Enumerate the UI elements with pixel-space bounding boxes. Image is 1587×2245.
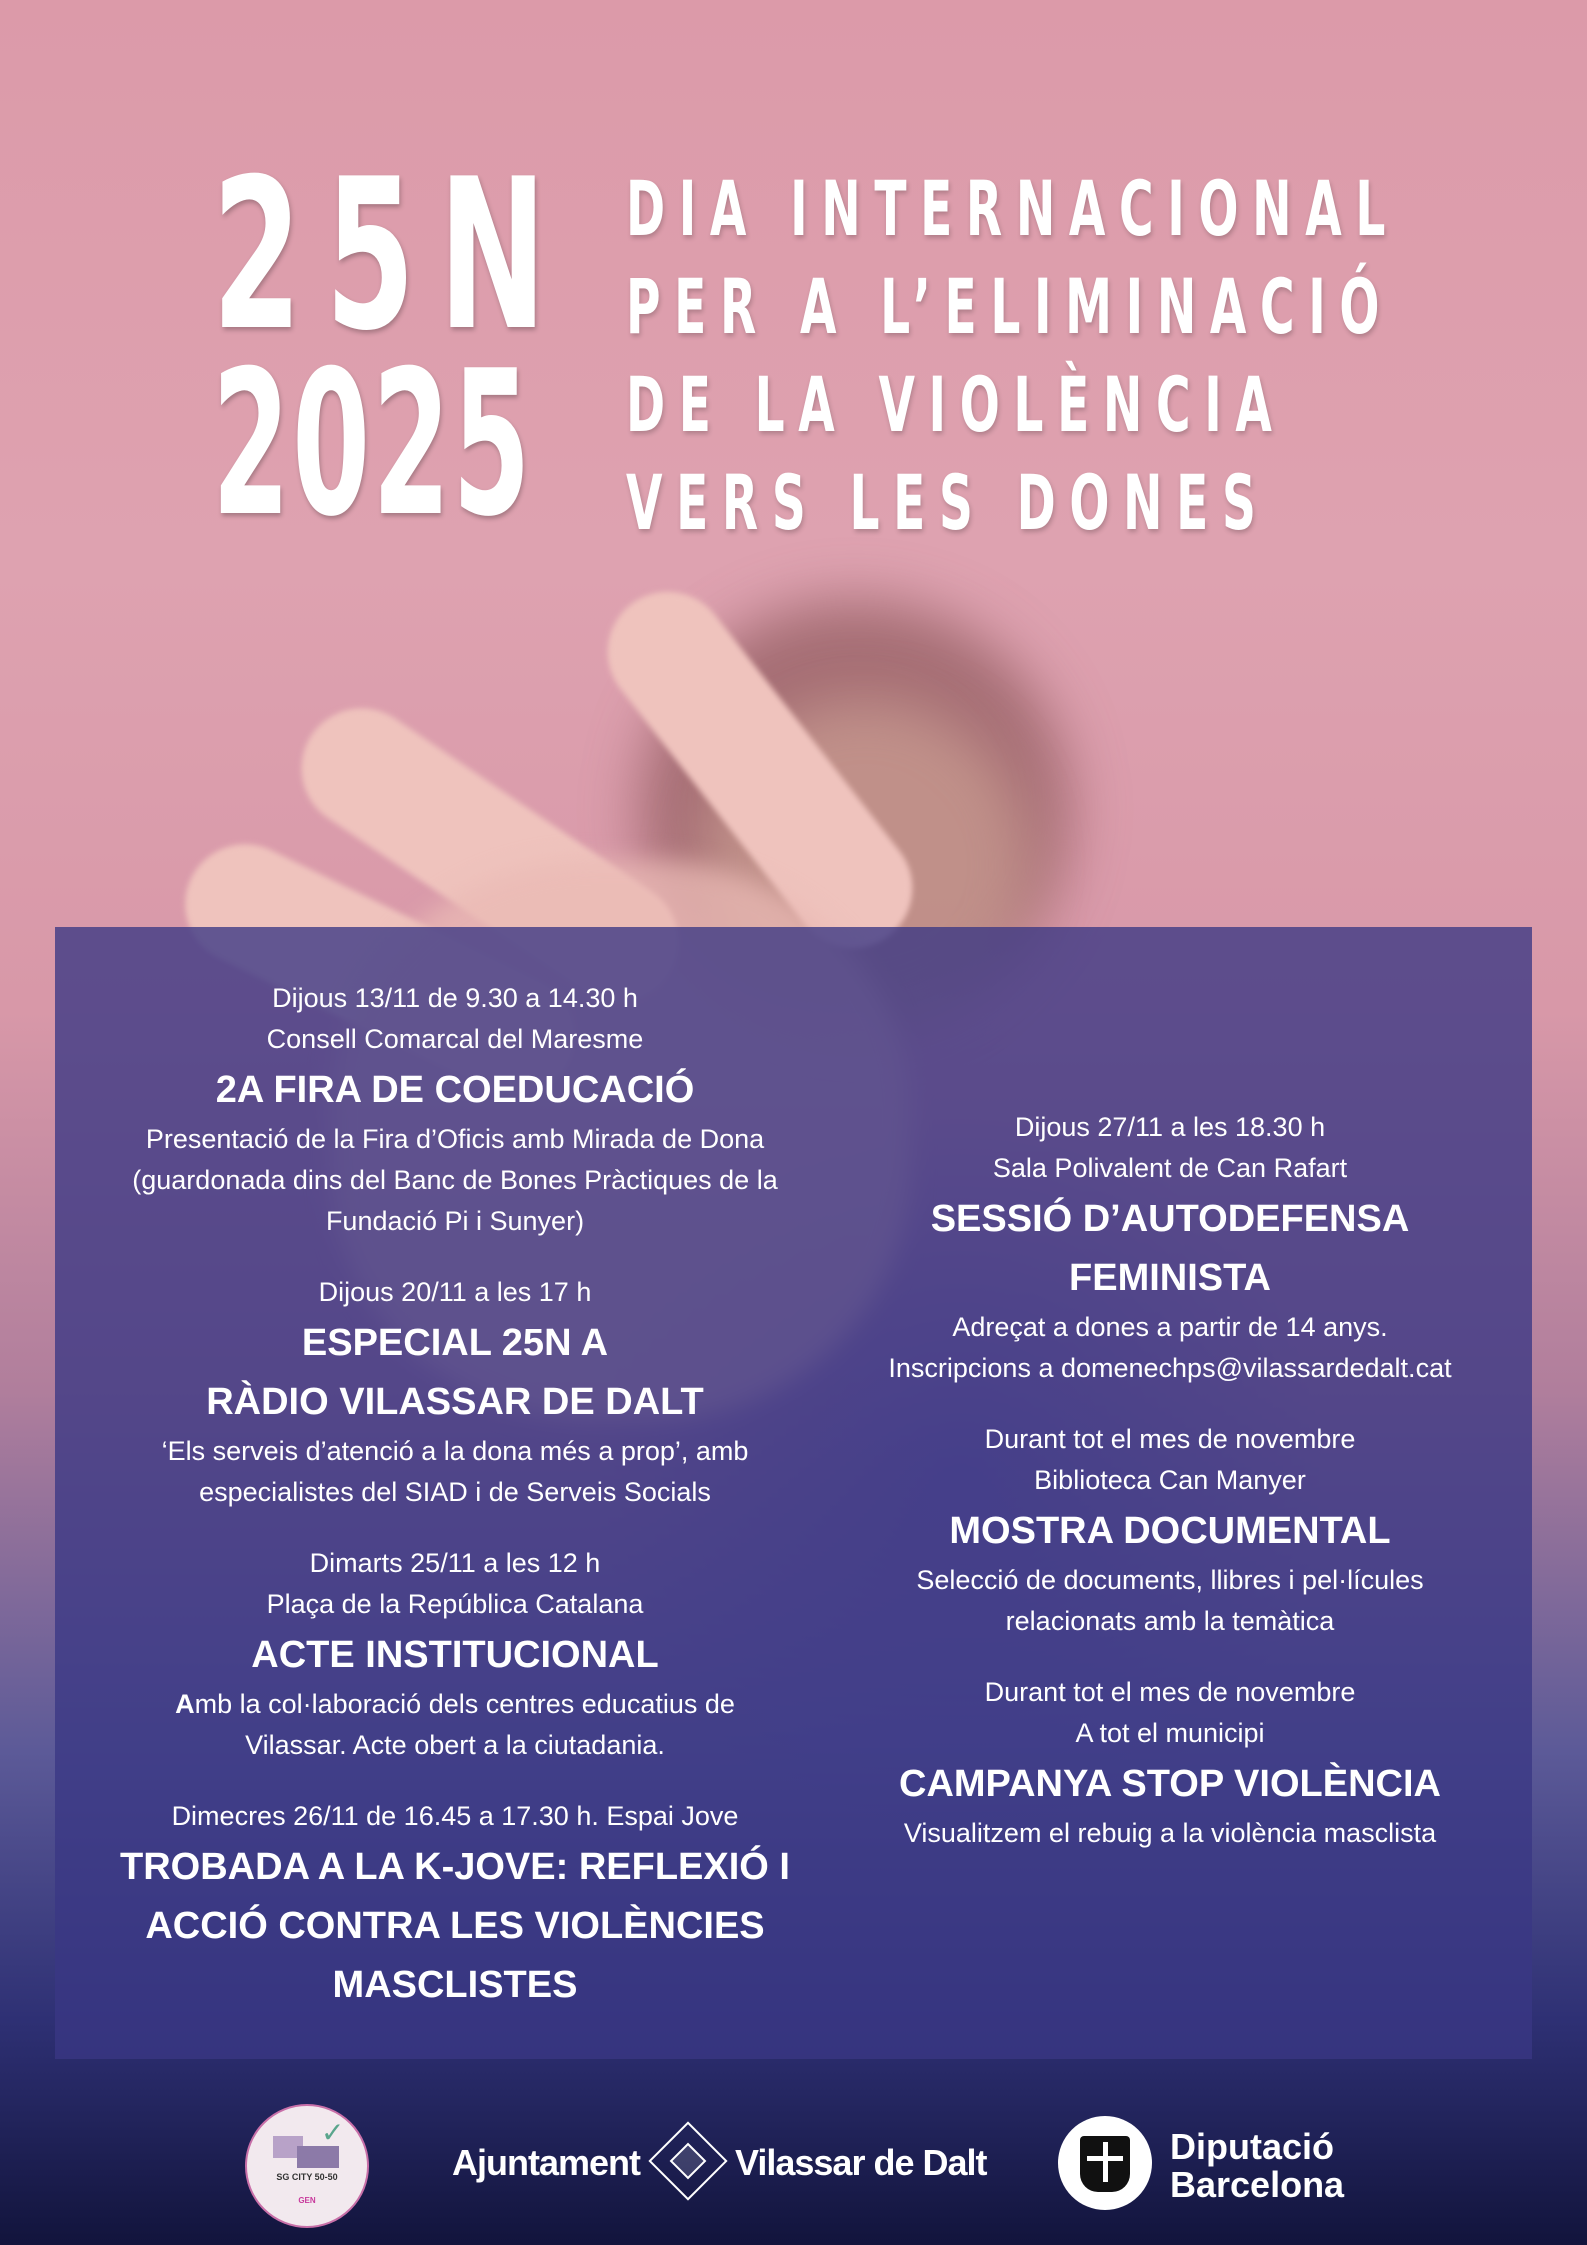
event-description-text: mb la col·laboració dels centres educatius de (194, 1689, 735, 1719)
diputacio-shield-icon (1058, 2116, 1152, 2210)
seal-shape (297, 2146, 339, 2168)
event-title: CAMPANYA STOP VIOLÈNCIA (899, 1763, 1441, 1805)
event-date: Durant tot el mes de novembre (984, 1677, 1356, 1707)
footer-logos (0, 2060, 1587, 2245)
event-place: Consell Comarcal del Maresme (266, 1024, 644, 1054)
event-title: SESSIÓ D’AUTODEFENSA (930, 1198, 1410, 1240)
event-description: (guardonada dins del Banc de Bones Pràctiques de la (132, 1165, 778, 1195)
barcelona-label: Barcelona (1170, 2164, 1345, 2205)
tagline-line: VERS LES DONES (626, 458, 1270, 547)
diputacio-label: Diputació (1170, 2126, 1335, 2167)
event-title: FEMINISTA (1069, 1257, 1271, 1299)
event-date: Dijous 27/11 a les 18.30 h (1014, 1112, 1326, 1142)
tagline-line: DE LA VIOLÈNCIA (626, 360, 1286, 449)
event-title: ACTE INSTITUCIONAL (251, 1634, 659, 1676)
event-place: Biblioteca Can Manyer (1034, 1465, 1306, 1495)
event-description (60, 1684, 850, 1725)
event-date: Dijous 20/11 a les 17 h (318, 1277, 592, 1307)
event-place: A tot el municipi (1075, 1718, 1265, 1748)
event-place: Sala Polivalent de Can Rafart (992, 1153, 1348, 1183)
event-description: Presentació de la Fira d’Oficis amb Mirada de Dona (145, 1124, 765, 1154)
vilassar-shield-icon (648, 2121, 727, 2200)
diputacio-barcelona-label (1170, 2128, 1344, 2204)
event-title: RÀDIO VILASSAR DE DALT (206, 1381, 704, 1423)
event-description: Visualitzem el rebuig a la violència masclista (903, 1818, 1437, 1848)
event-especial-radio (60, 1272, 850, 1513)
event-mostra-documental (850, 1419, 1490, 1642)
program-column-right (850, 1107, 1490, 1884)
event-title: MOSTRA DOCUMENTAL (949, 1510, 1391, 1552)
vilassar-de-dalt-label: Vilassar de Dalt (735, 2142, 987, 2183)
event-description: Inscripcions a domenechps@vilassardedalt.cat (888, 1353, 1452, 1383)
event-description: ‘Els serveis d’atenció a la dona més a prop’, amb (161, 1436, 749, 1466)
seal-text: SG CITY 50-50 (276, 2172, 338, 2182)
event-description: Fundació Pi i Sunyer) (325, 1206, 585, 1236)
event-description: relacionats amb la temàtica (1005, 1606, 1335, 1636)
sg-city-seal-logo (245, 2104, 369, 2228)
event-date: Dimarts 25/11 a les 12 h (309, 1548, 601, 1578)
event-title: ESPECIAL 25N A (301, 1322, 609, 1364)
event-title: MASCLISTES (332, 1964, 578, 2006)
event-place: Plaça de la República Catalana (266, 1589, 644, 1619)
event-campanya-stop (850, 1672, 1490, 1854)
headline-tagline (626, 160, 1587, 552)
program-column-left (60, 978, 850, 2044)
headline-year: 2025 (212, 328, 533, 561)
event-acte-institucional (60, 1543, 850, 1766)
event-date: Dimecres 26/11 de 16.45 a 17.30 h. Espai Jove (171, 1801, 739, 1831)
event-description: Adreçat a dones a partir de 14 anys. (952, 1312, 1388, 1342)
event-fira-coeducacio (60, 978, 850, 1242)
tagline-line: DIA INTERNACIONAL (626, 164, 1399, 253)
event-description: Vilassar. Acte obert a la ciutadania. (245, 1730, 665, 1760)
event-date: Durant tot el mes de novembre (984, 1424, 1356, 1454)
event-date: Dijous 13/11 de 9.30 a 14.30 h (272, 983, 638, 1013)
ajuntament-label: Ajuntament (452, 2142, 640, 2183)
check-icon: ✓ (321, 2117, 345, 2148)
event-title: TROBADA A LA K-JOVE: REFLEXIÓ I (120, 1846, 790, 1888)
event-trobada-kjove (60, 1796, 850, 2014)
event-title: ACCIÓ CONTRA LES VIOLÈNCIES (145, 1905, 765, 1947)
seal-small-text: GEN (298, 2196, 316, 2205)
event-title: 2A FIRA DE COEDUCACIÓ (215, 1069, 695, 1111)
event-description: especialistes del SIAD i de Serveis Socials (199, 1477, 711, 1507)
tagline-line: PER A L’ELIMINACIÓ (626, 262, 1394, 351)
event-description: Selecció de documents, llibres i pel·lícules (916, 1565, 1424, 1595)
event-description-initial: A (175, 1689, 195, 1719)
event-autodefensa (850, 1107, 1490, 1389)
headline-25n: 25N (212, 135, 571, 377)
